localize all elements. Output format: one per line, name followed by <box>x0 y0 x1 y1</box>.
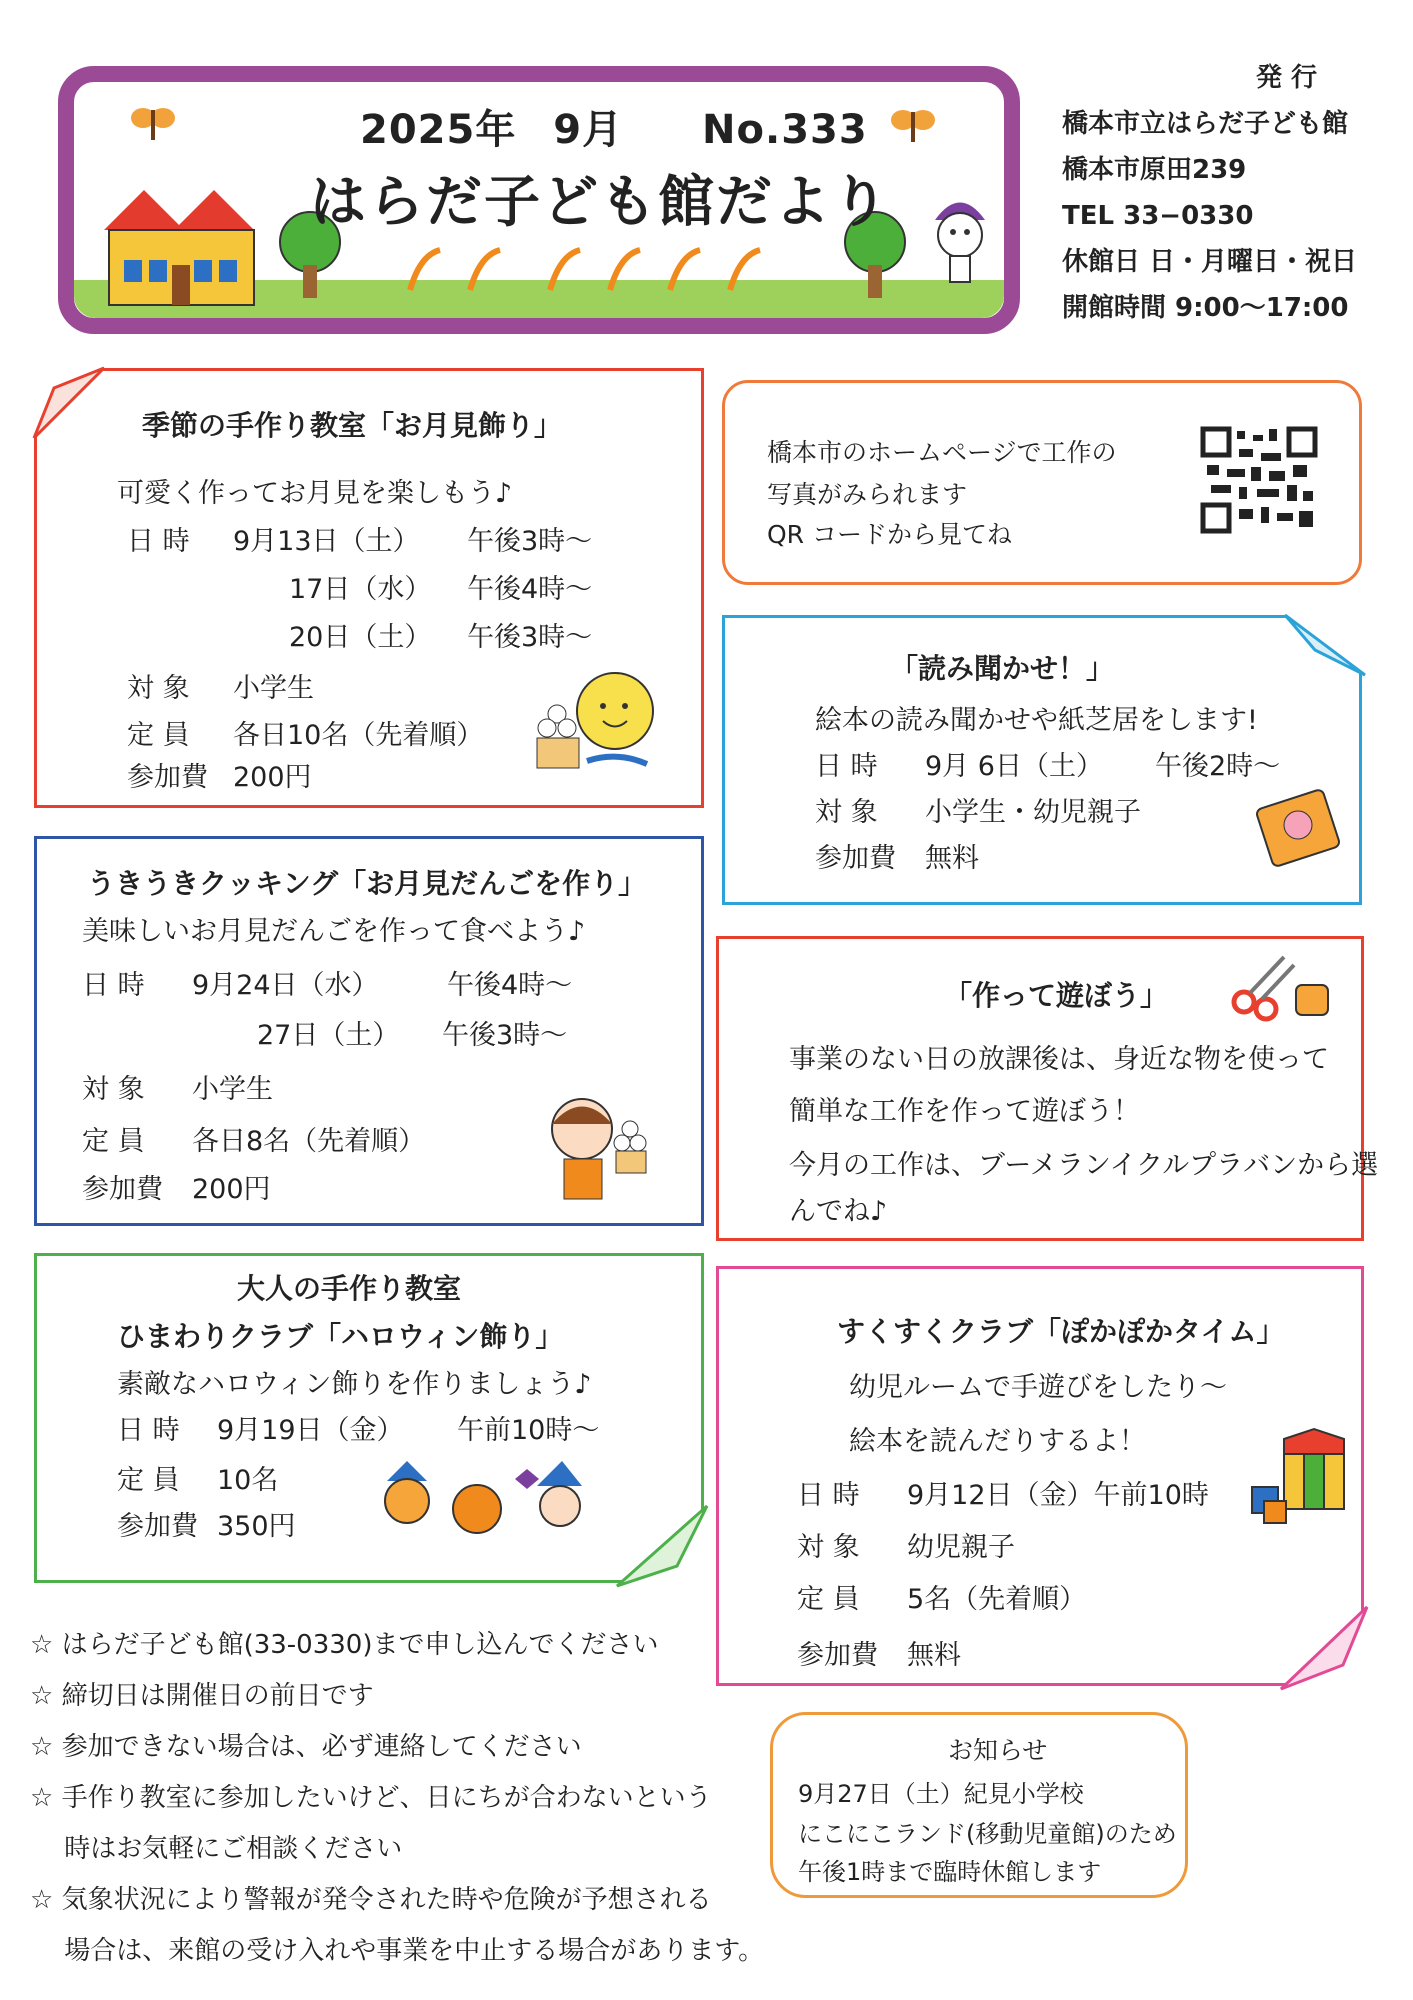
publisher-info <box>1062 55 1392 331</box>
text-line-1: 幼児ルームで手遊びをしたり〜 <box>849 1372 1227 1403</box>
target-label: 対 象 <box>797 1532 860 1563</box>
target-label: 対 象 <box>82 1074 145 1105</box>
school-building-icon <box>84 170 274 310</box>
date-value: 9月12日（金）午前10時 <box>907 1480 1209 1511</box>
date-value: 9月 6日（土） <box>925 751 1103 782</box>
halloween-characters-icon <box>367 1461 597 1551</box>
issue-number: No.333 <box>702 107 868 153</box>
notice-line-3: 午後1時まで臨時休館します <box>798 1858 1102 1886</box>
capacity-value: 各日10名（先着順） <box>233 720 484 751</box>
page-curl-icon <box>1281 1607 1367 1689</box>
note-item: ☆ 参加できない場合は、必ず連絡してください <box>30 1732 582 1762</box>
publisher-closed-days: 休館日 日・月曜日・祝日 <box>1062 247 1358 277</box>
date-2: 17日（水） <box>289 574 432 605</box>
page-curl-icon <box>34 368 104 438</box>
issue-month: 9月 <box>553 107 624 153</box>
card-title: すくすくクラブ「ぽかぽかタイム」 <box>837 1315 1285 1348</box>
capacity-label: 定 員 <box>797 1584 860 1615</box>
card-cooking <box>34 836 704 1226</box>
date-label: 日 時 <box>82 970 145 1001</box>
capacity-label: 定 員 <box>117 1465 180 1496</box>
date-1: 9月13日（土） <box>233 526 420 557</box>
scissors-glue-icon <box>1224 947 1334 1027</box>
fee-label: 参加費 <box>797 1640 878 1671</box>
fee-label: 参加費 <box>815 843 896 874</box>
card-lead: 可愛く作ってお月見を楽しもう♪ <box>117 478 513 509</box>
notice-box <box>770 1712 1188 1898</box>
capacity-label: 定 員 <box>127 720 190 751</box>
newsletter-title: はらだ子ども館だより <box>310 170 890 235</box>
fee-label: 参加費 <box>82 1174 163 1205</box>
sprout-icons <box>400 245 780 295</box>
text-line-4: んでね♪ <box>789 1196 888 1227</box>
card-himawari-club <box>34 1253 704 1583</box>
butterfly-icon <box>888 102 938 152</box>
note-item: ☆ はらだ子ども館(33-0330)まで申し込んでください <box>30 1630 659 1660</box>
card-lead: 美味しいお月見だんごを作って食べよう♪ <box>82 916 586 947</box>
date-label: 日 時 <box>127 526 190 557</box>
issue-year: 2025年 <box>360 107 517 153</box>
target-label: 対 象 <box>815 797 878 828</box>
publisher-tel: TEL 33−0330 <box>1062 201 1254 231</box>
notice-line-1: 9月27日（土）紀見小学校 <box>798 1780 1084 1808</box>
picture-book-icon <box>1253 783 1343 873</box>
card-tsukimi-craft <box>34 368 704 808</box>
card-title: うきうきクッキング「お月見だんごを作り」 <box>87 867 647 900</box>
fee-value: 350円 <box>217 1511 296 1542</box>
fee-value: 無料 <box>925 843 979 874</box>
child-character-icon <box>920 190 1000 290</box>
qr-line-2: 写真がみられます <box>767 480 968 509</box>
note-item: ☆ 締切日は開催日の前日です <box>30 1681 374 1711</box>
time-1: 午後3時〜 <box>467 526 593 557</box>
target-value: 小学生・幼児親子 <box>925 797 1141 828</box>
date-label: 日 時 <box>797 1480 860 1511</box>
capacity-value: 10名 <box>217 1465 279 1496</box>
capacity-value: 5名（先着順） <box>907 1584 1087 1615</box>
card-qr-info <box>722 380 1362 585</box>
card-tsukutte-asobou <box>716 936 1379 1241</box>
toy-blocks-icon <box>1244 1429 1354 1529</box>
page-curl-icon <box>617 1506 707 1586</box>
date-label: 日 時 <box>815 751 878 782</box>
note-item: 場合は、来館の受け入れや事業を中止する場合があります。 <box>30 1936 765 1966</box>
note-item: 時はお気軽にご相談ください <box>30 1834 403 1864</box>
footer-notes <box>30 1620 764 1977</box>
time-2: 午後3時〜 <box>442 1020 568 1051</box>
date-2: 27日（土） <box>257 1020 400 1051</box>
card-title-2: ひまわりクラブ「ハロウィン飾り」 <box>117 1320 564 1353</box>
note-item: ☆ 気象状況により警報が発令された時や危険が予想される <box>30 1885 712 1915</box>
time-3: 午後3時〜 <box>467 622 593 653</box>
target-label: 対 象 <box>127 673 190 704</box>
card-sukusuku-club <box>716 1266 1364 1686</box>
moon-dango-icon <box>527 666 667 776</box>
qr-line-3: QR コードから見てね <box>767 520 1012 549</box>
publisher-label: 発 行 <box>1255 63 1317 93</box>
card-lead: 絵本の読み聞かせや紙芝居をします! <box>815 705 1258 736</box>
girl-with-dango-icon <box>542 1089 662 1219</box>
card-lead: 素敵なハロウィン飾りを作りましょう♪ <box>117 1369 592 1400</box>
note-item: ☆ 手作り教室に参加したいけど、日にちが合わないという <box>30 1783 712 1813</box>
card-title-1: 大人の手作り教室 <box>237 1272 462 1305</box>
capacity-value: 各日8名（先着順） <box>192 1126 426 1157</box>
fee-value: 200円 <box>233 762 312 793</box>
date-value: 9月19日（金） <box>217 1415 404 1446</box>
text-line-2: 絵本を読んだりするよ！ <box>849 1426 1146 1457</box>
issue-line <box>360 98 868 155</box>
time-2: 午後4時〜 <box>467 574 593 605</box>
date-3: 20日（土） <box>289 622 432 653</box>
time-value: 午前10時〜 <box>457 1415 600 1446</box>
text-line-3: 今月の工作は、ブーメランイクルプラバンから選 <box>789 1150 1379 1181</box>
card-yomikikase <box>722 615 1362 905</box>
time-value: 午後2時〜 <box>1155 751 1281 782</box>
card-title: 「読み聞かせ！」 <box>890 652 1115 685</box>
date-1: 9月24日（水） <box>192 970 379 1001</box>
notice-title: お知らせ <box>948 1736 1048 1765</box>
capacity-label: 定 員 <box>82 1126 145 1157</box>
publisher-address: 橋本市原田239 <box>1062 155 1247 185</box>
qr-line-1: 橋本市のホームページで工作の <box>767 438 1117 467</box>
card-title: 「作って遊ぼう」 <box>944 979 1169 1012</box>
fee-value: 無料 <box>907 1640 961 1671</box>
fee-value: 200円 <box>192 1174 271 1205</box>
target-value: 小学生 <box>233 673 314 704</box>
fee-label: 参加費 <box>127 762 208 793</box>
butterfly-icon <box>128 100 178 150</box>
date-label: 日 時 <box>117 1415 180 1446</box>
card-title: 季節の手作り教室「お月見飾り」 <box>142 409 563 442</box>
text-line-1: 事業のない日の放課後は、身近な物を使って <box>789 1044 1329 1075</box>
qr-code-icon[interactable] <box>1199 425 1319 535</box>
publisher-org: 橋本市立はらだ子ども館 <box>1062 109 1349 139</box>
page-curl-icon <box>1285 615 1365 675</box>
publisher-hours: 開館時間 9:00〜17:00 <box>1062 293 1349 323</box>
text-line-2: 簡単な工作を作って遊ぼう！ <box>789 1096 1140 1127</box>
time-1: 午後4時〜 <box>447 970 573 1001</box>
target-value: 小学生 <box>192 1074 273 1105</box>
notice-line-2: にこにこランド(移動児童館)のため <box>798 1820 1177 1848</box>
target-value: 幼児親子 <box>907 1532 1015 1563</box>
fee-label: 参加費 <box>117 1511 198 1542</box>
